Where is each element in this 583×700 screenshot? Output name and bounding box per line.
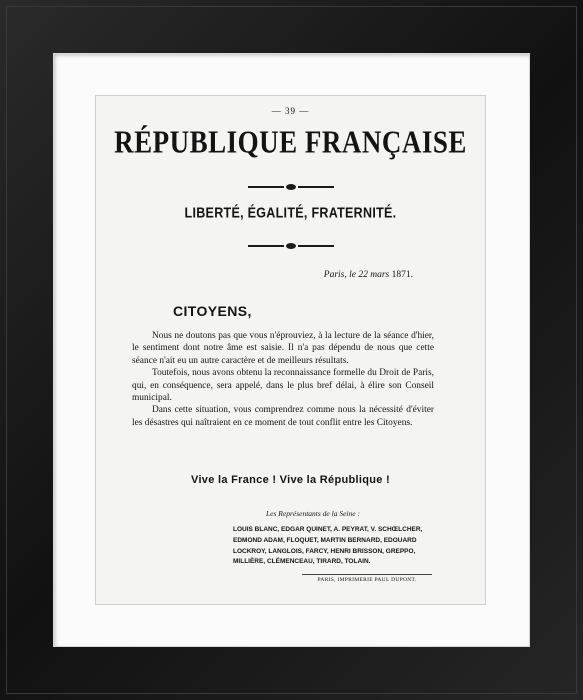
ornament-divider-bottom (248, 243, 334, 249)
printer-imprint: PARIS, IMPRIMERIE PAUL DUPONT. (317, 577, 417, 583)
paragraph: Dans cette situation, vous comprendrez comme nous la nécessité d'éviter les désastres qui naîtraient en ce moment de tout conflit entre les Citoyens. (132, 405, 434, 428)
paragraph: Toutefois, nous avons obtenu la reconnaissance formelle du Droit de Paris, qui, en conséquence, sera appelé, dans le plus bref délai, à élire son Conseil municipal. (132, 368, 434, 404)
dateline-year: 1871. (391, 270, 413, 280)
signatories-line: EDMOND ADAM, FLOQUET, MARTIN BERNARD, EDOUARD (233, 536, 417, 544)
page-number: — 39 — (271, 106, 310, 116)
proclamation-body (132, 330, 434, 429)
dateline (324, 270, 413, 280)
signatories-line: LOCKROY, LANGLOIS, FARCY, HENRI BRISSON, GREPPO, (233, 547, 416, 555)
signatories-line: LOUIS BLANC, EDGAR QUINET, A. PEYRAT, V. SCHŒLCHER, (233, 526, 423, 533)
signatories-title: Les Représentants de la Seine : (266, 509, 360, 518)
signatories-list (233, 525, 422, 568)
ornament-divider-top (248, 184, 334, 190)
motto: LIBERTÉ, ÉGALITÉ, FRATERNITÉ. (184, 205, 397, 222)
poster-document (96, 96, 485, 604)
dateline-place-date: Paris, le 22 mars (323, 270, 390, 280)
greeting: CITOYENS, (173, 303, 252, 319)
closing-cheer: Vive la France ! Vive la République ! (191, 474, 390, 486)
paragraph: Nous ne doutons pas que vous n'éprouviez, à la lecture de la séance d'hier, le sentiment dont notre âme est saisie. Il n'a pas dépendu de nous que cette séance n'ait eu un autre caractère et de meilleurs résultats. (132, 331, 434, 366)
poster-title: RÉPUBLIQUE FRANÇAISE (114, 124, 467, 160)
signatories-line: MILLIÈRE, CLÉMENCEAU, TIRARD, TOLAIN. (233, 558, 371, 566)
printer-rule (302, 574, 432, 575)
